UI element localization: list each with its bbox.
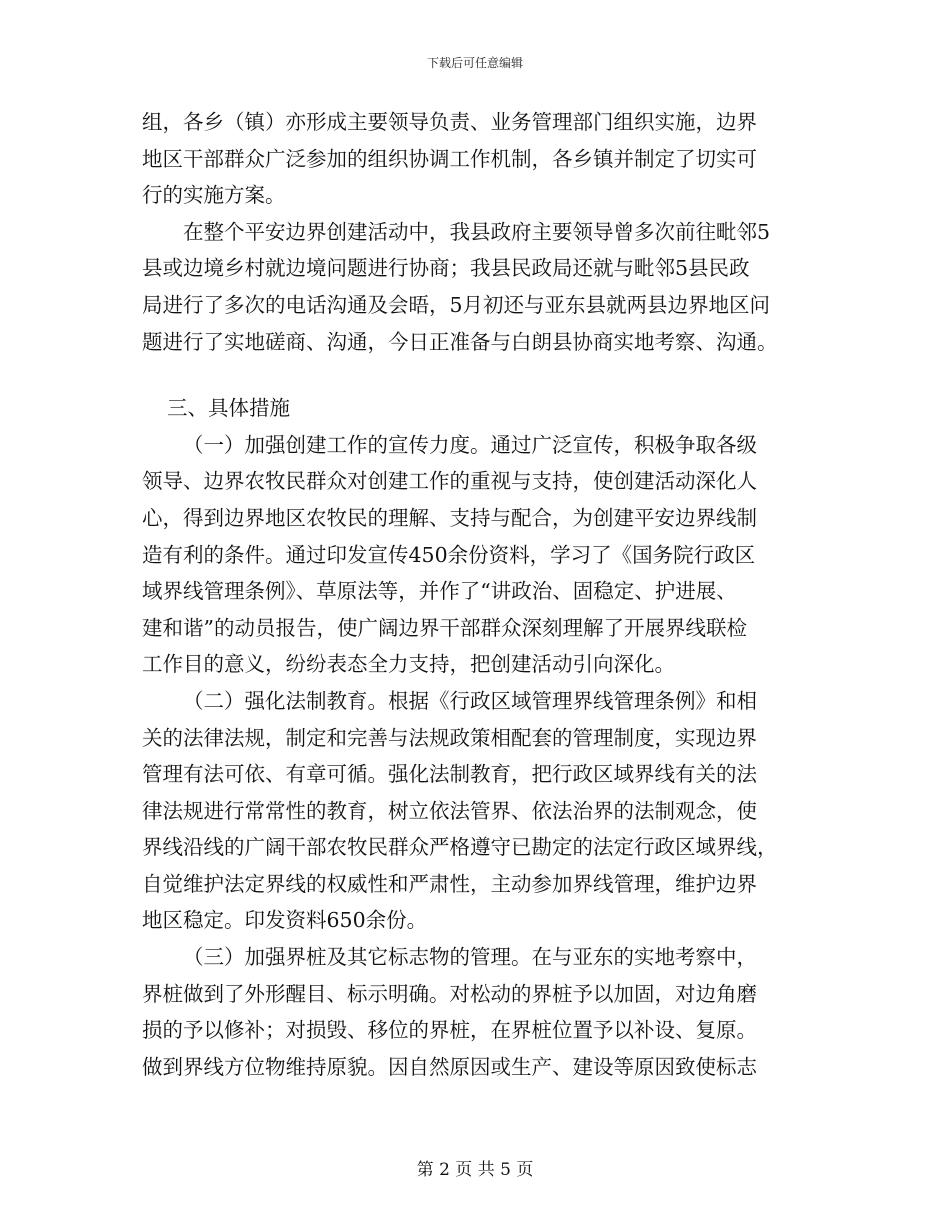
text-line: 自觉维护法定界线的权威性和严肃性，主动参加界线管理，维护边界	[142, 871, 757, 896]
text-line: 域界线管理条例》、草原法等，并作了“讲政治、固稳定、护进展、	[142, 579, 737, 604]
text-line: 在整个平安边界创建活动中，我县政府主要领导曾多次前往毗邻5	[183, 219, 771, 244]
paragraph-3	[142, 427, 818, 683]
text-line: 律法规进行常常性的教育，树立依法管界、依法治界的法制观念，使	[142, 798, 757, 823]
text-line: 工作目的意义，纷纷表态全力支持，把创建活动引向深化。	[142, 652, 675, 677]
text-line: （三）加强界桩及其它标志物的管理。在与亚东的实地考察中，	[183, 945, 757, 970]
page-footer: 第 2 页 共 5 页	[416, 1160, 534, 1180]
text-line: 领导、边界农牧民群众对创建工作的重视与支持，使创建活动深化人	[142, 469, 757, 494]
text-line: 局进行了多次的电话沟通及会晤，5月初还与亚东县就两县边界地区问	[142, 292, 771, 317]
text-line: （一）加强创建工作的宣传力度。通过广泛宣传，积极争取各级	[183, 432, 757, 457]
text-line: 关的法律法规，制定和完善与法规政策相配套的管理制度，实现边界	[142, 725, 757, 750]
text-line: 界桩做到了外形醒目、标示明确。对松动的界桩予以加固，对边角磨	[142, 981, 757, 1006]
text-line: 建和谐”的动员报告，使广阔边界干部群众深刻理解了开展界线联检	[142, 615, 747, 640]
page-header: 下载后可任意编辑	[426, 56, 523, 70]
text-line: 组，各乡（镇）亦形成主要领导负责、业务管理部门组织实施，边界	[142, 110, 757, 134]
paragraph-2	[142, 214, 818, 360]
section-heading: 三、具体措施	[167, 396, 290, 421]
text-line: 行的实施方案。	[142, 183, 286, 208]
text-line: 做到界线方位物维持原貌。因自然原因或生产、建设等原因致使标志	[142, 1054, 757, 1079]
text-line: （二）强化法制教育。根据《行政区域管理界线管理条例》和相	[183, 688, 757, 713]
text-line: 地区稳定。印发资料650余份。	[142, 908, 428, 933]
text-line: 损的予以修补；对损毁、移位的界桩，在界桩位置予以补设、复原。	[142, 1018, 757, 1043]
spacer	[142, 360, 818, 390]
paragraph-5	[142, 939, 818, 1085]
text-line: 造有利的条件。通过印发宣传450余份资料，学习了《国务院行政区	[142, 542, 756, 567]
document-body	[142, 104, 818, 1085]
text-line: 管理有法可依、有章可循。强化法制教育，把行政区域界线有关的法	[142, 762, 757, 787]
paragraph-4	[142, 683, 818, 939]
text-line: 县或边境乡村就边境问题进行协商；我县民政局还就与毗邻5县民政	[142, 256, 750, 281]
text-line: 界线沿线的广阔干部农牧民群众严格遵守已勘定的法定行政区域界线，	[142, 835, 778, 860]
text-line: 心，得到边界地区农牧民的理解、支持与配合，为创建平安边界线制	[142, 505, 757, 530]
paragraph-1	[142, 104, 818, 214]
text-line: 地区干部群众广泛参加的组织协调工作机制，各乡镇并制定了切实可	[142, 146, 757, 171]
text-line: 题进行了实地磋商、沟通，今日正准备与白朗县协商实地考察、沟通。	[142, 329, 778, 354]
